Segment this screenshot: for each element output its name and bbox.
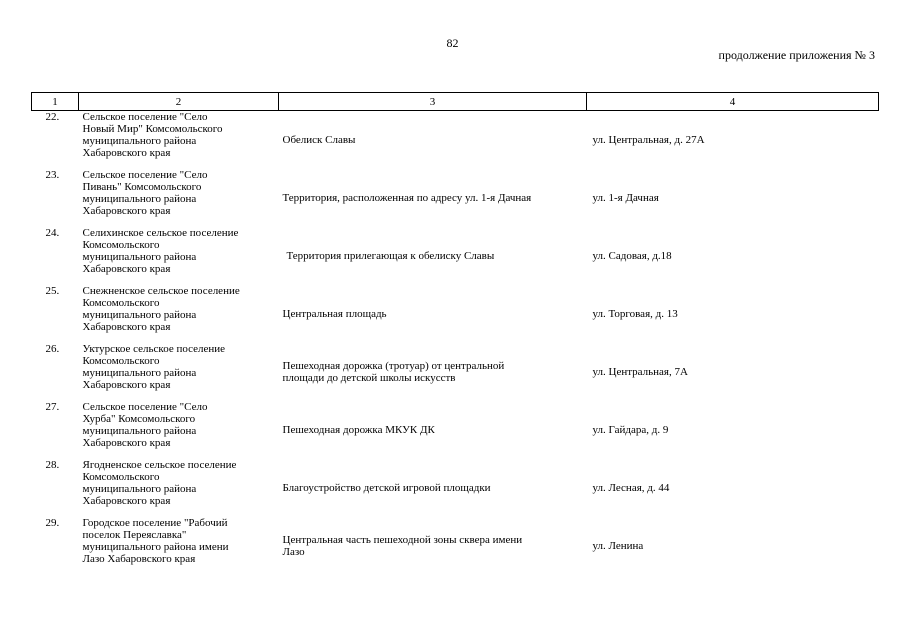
table-row: [32, 517, 879, 575]
settlement-name: Ягодненское сельское поселение Комсомольского муниципального района Хабаровского края: [82, 459, 237, 507]
row-number: 24.: [45, 227, 60, 239]
object-name: Пешеходная дорожка (тротуар) от центральной площади до детской школы искусств: [282, 360, 505, 384]
object-name: Центральная площадь: [282, 308, 387, 320]
table-row: [32, 401, 879, 459]
address: ул. Центральная, 7А: [592, 366, 688, 378]
settlement-name: Снежненское сельское поселение Комсомольского муниципального района Хабаровского края: [82, 285, 240, 333]
object-name: Пешеходная дорожка МКУК ДК: [282, 424, 435, 436]
settlement-name: Сельское поселение "Село Хурба" Комсомольского муниципального района Хабаровского края: [82, 401, 208, 449]
settlement-name: Селихинское сельское поселение Комсомольского муниципального района Хабаровского края: [82, 227, 239, 275]
table-row: [32, 111, 879, 170]
row-number: 25.: [45, 285, 60, 297]
address: ул. Ленина: [592, 540, 644, 552]
object-name: Территория прилегающая к обелиску Славы: [286, 250, 495, 262]
object-name: Территория, расположенная по адресу ул. 1-я Дачная: [282, 192, 532, 204]
column-header-2: 2: [79, 93, 279, 111]
settlement-name: Уктурское сельское поселение Комсомольского муниципального района Хабаровского края: [82, 343, 226, 391]
address: ул. Центральная, д. 27А: [592, 134, 705, 146]
row-number: 29.: [45, 517, 60, 529]
table-row: [32, 343, 879, 401]
row-number: 27.: [45, 401, 60, 413]
address: ул. Садовая, д.18: [592, 250, 672, 262]
address: ул. Гайдара, д. 9: [592, 424, 669, 436]
appendix-table: [31, 92, 879, 575]
table-row: [32, 227, 879, 285]
address: ул. 1-я Дачная: [592, 192, 659, 204]
table-header-row: [32, 93, 879, 111]
table-row: [32, 285, 879, 343]
address: ул. Лесная, д. 44: [592, 482, 670, 494]
object-name: Благоустройство детской игровой площадки: [282, 482, 491, 494]
row-number: 26.: [45, 343, 60, 355]
object-name: Обелиск Славы: [282, 134, 356, 146]
object-name: Центральная часть пешеходной зоны сквера имени Лазо: [282, 534, 523, 558]
table-row: [32, 459, 879, 517]
row-number: 22.: [45, 111, 60, 123]
settlement-name: Сельское поселение "Село Новый Мир" Комсомольского муниципального района Хабаровского края: [82, 111, 223, 159]
row-number: 28.: [45, 459, 60, 471]
column-header-4: 4: [587, 93, 879, 111]
settlement-name: Сельское поселение "Село Пивань" Комсомольского муниципального района Хабаровского края: [82, 169, 208, 217]
address: ул. Торговая, д. 13: [592, 308, 678, 320]
settlement-name: Городское поселение "Рабочий поселок Переяславка" муниципального района имени Лазо Хабаровского края: [82, 517, 229, 565]
page-number: 82: [446, 36, 459, 50]
column-header-3: 3: [279, 93, 587, 111]
table-row: [32, 169, 879, 227]
row-number: 23.: [45, 169, 60, 181]
column-header-1: 1: [32, 93, 79, 111]
continuation-label: продолжение приложения № 3: [718, 48, 875, 62]
